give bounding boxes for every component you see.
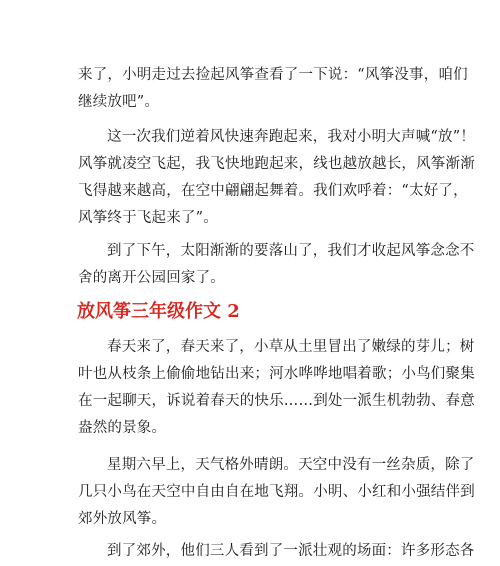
text-line: 飞得越来越高，在空中翩翩起舞着。我们欢呼着：“太好了， (78, 183, 468, 199)
text-line: 盎然的景象。 (78, 420, 167, 436)
section-heading: 放风筝三年级作文 2 (77, 301, 240, 322)
text-line: 舍的离开公园回家了。 (78, 270, 225, 286)
text-line: 在一起聊天，诉说着春天的快乐……到处一派生机勃勃、春意 (78, 393, 475, 409)
text-line: 春天来了，春天来了，小草从土里冒出了嫩绿的芽儿；树 (107, 339, 475, 355)
text-line: 到了郊外，他们三人看到了一派壮观的场面：许多形态各 (107, 543, 475, 559)
text-line: 到了下午，太阳渐渐的要落山了，我们才收起风筝念念不 (107, 243, 475, 259)
paragraph-spring (78, 334, 475, 442)
text-line: 郊外放风筝。 (78, 511, 167, 527)
paragraph-saturday (78, 452, 475, 533)
text-line: 几只小鸟在天空中自由自在地飞翔。小明、小红和小强结伴到 (78, 484, 475, 500)
text-line: 继续放吧”。 (78, 94, 160, 110)
text-line: 叶也从枝条上偷偷地钻出来；河水哗哗地唱着歌；小鸟们聚集 (78, 366, 475, 382)
text-line: 风筝就凌空飞起，我飞快地跑起来，线也越放越长，风筝渐渐 (78, 156, 475, 172)
paragraph-continuation (78, 62, 468, 116)
text-line: 星期六早上，天气格外晴朗。天空中没有一丝杂质，除了 (107, 457, 475, 473)
text-line: 这一次我们逆着风快速奔跑起来，我对小明大声喊“放”！ (107, 129, 476, 145)
paragraph-going-home (78, 238, 475, 292)
paragraph-kite-flying (78, 124, 476, 232)
paragraph-suburbs (78, 538, 475, 565)
text-line: 风筝终于飞起来了”。 (78, 210, 218, 226)
text-line: 来了，小明走过去捡起风筝查看了一下说：“风筝没事，咱们 (78, 67, 468, 83)
